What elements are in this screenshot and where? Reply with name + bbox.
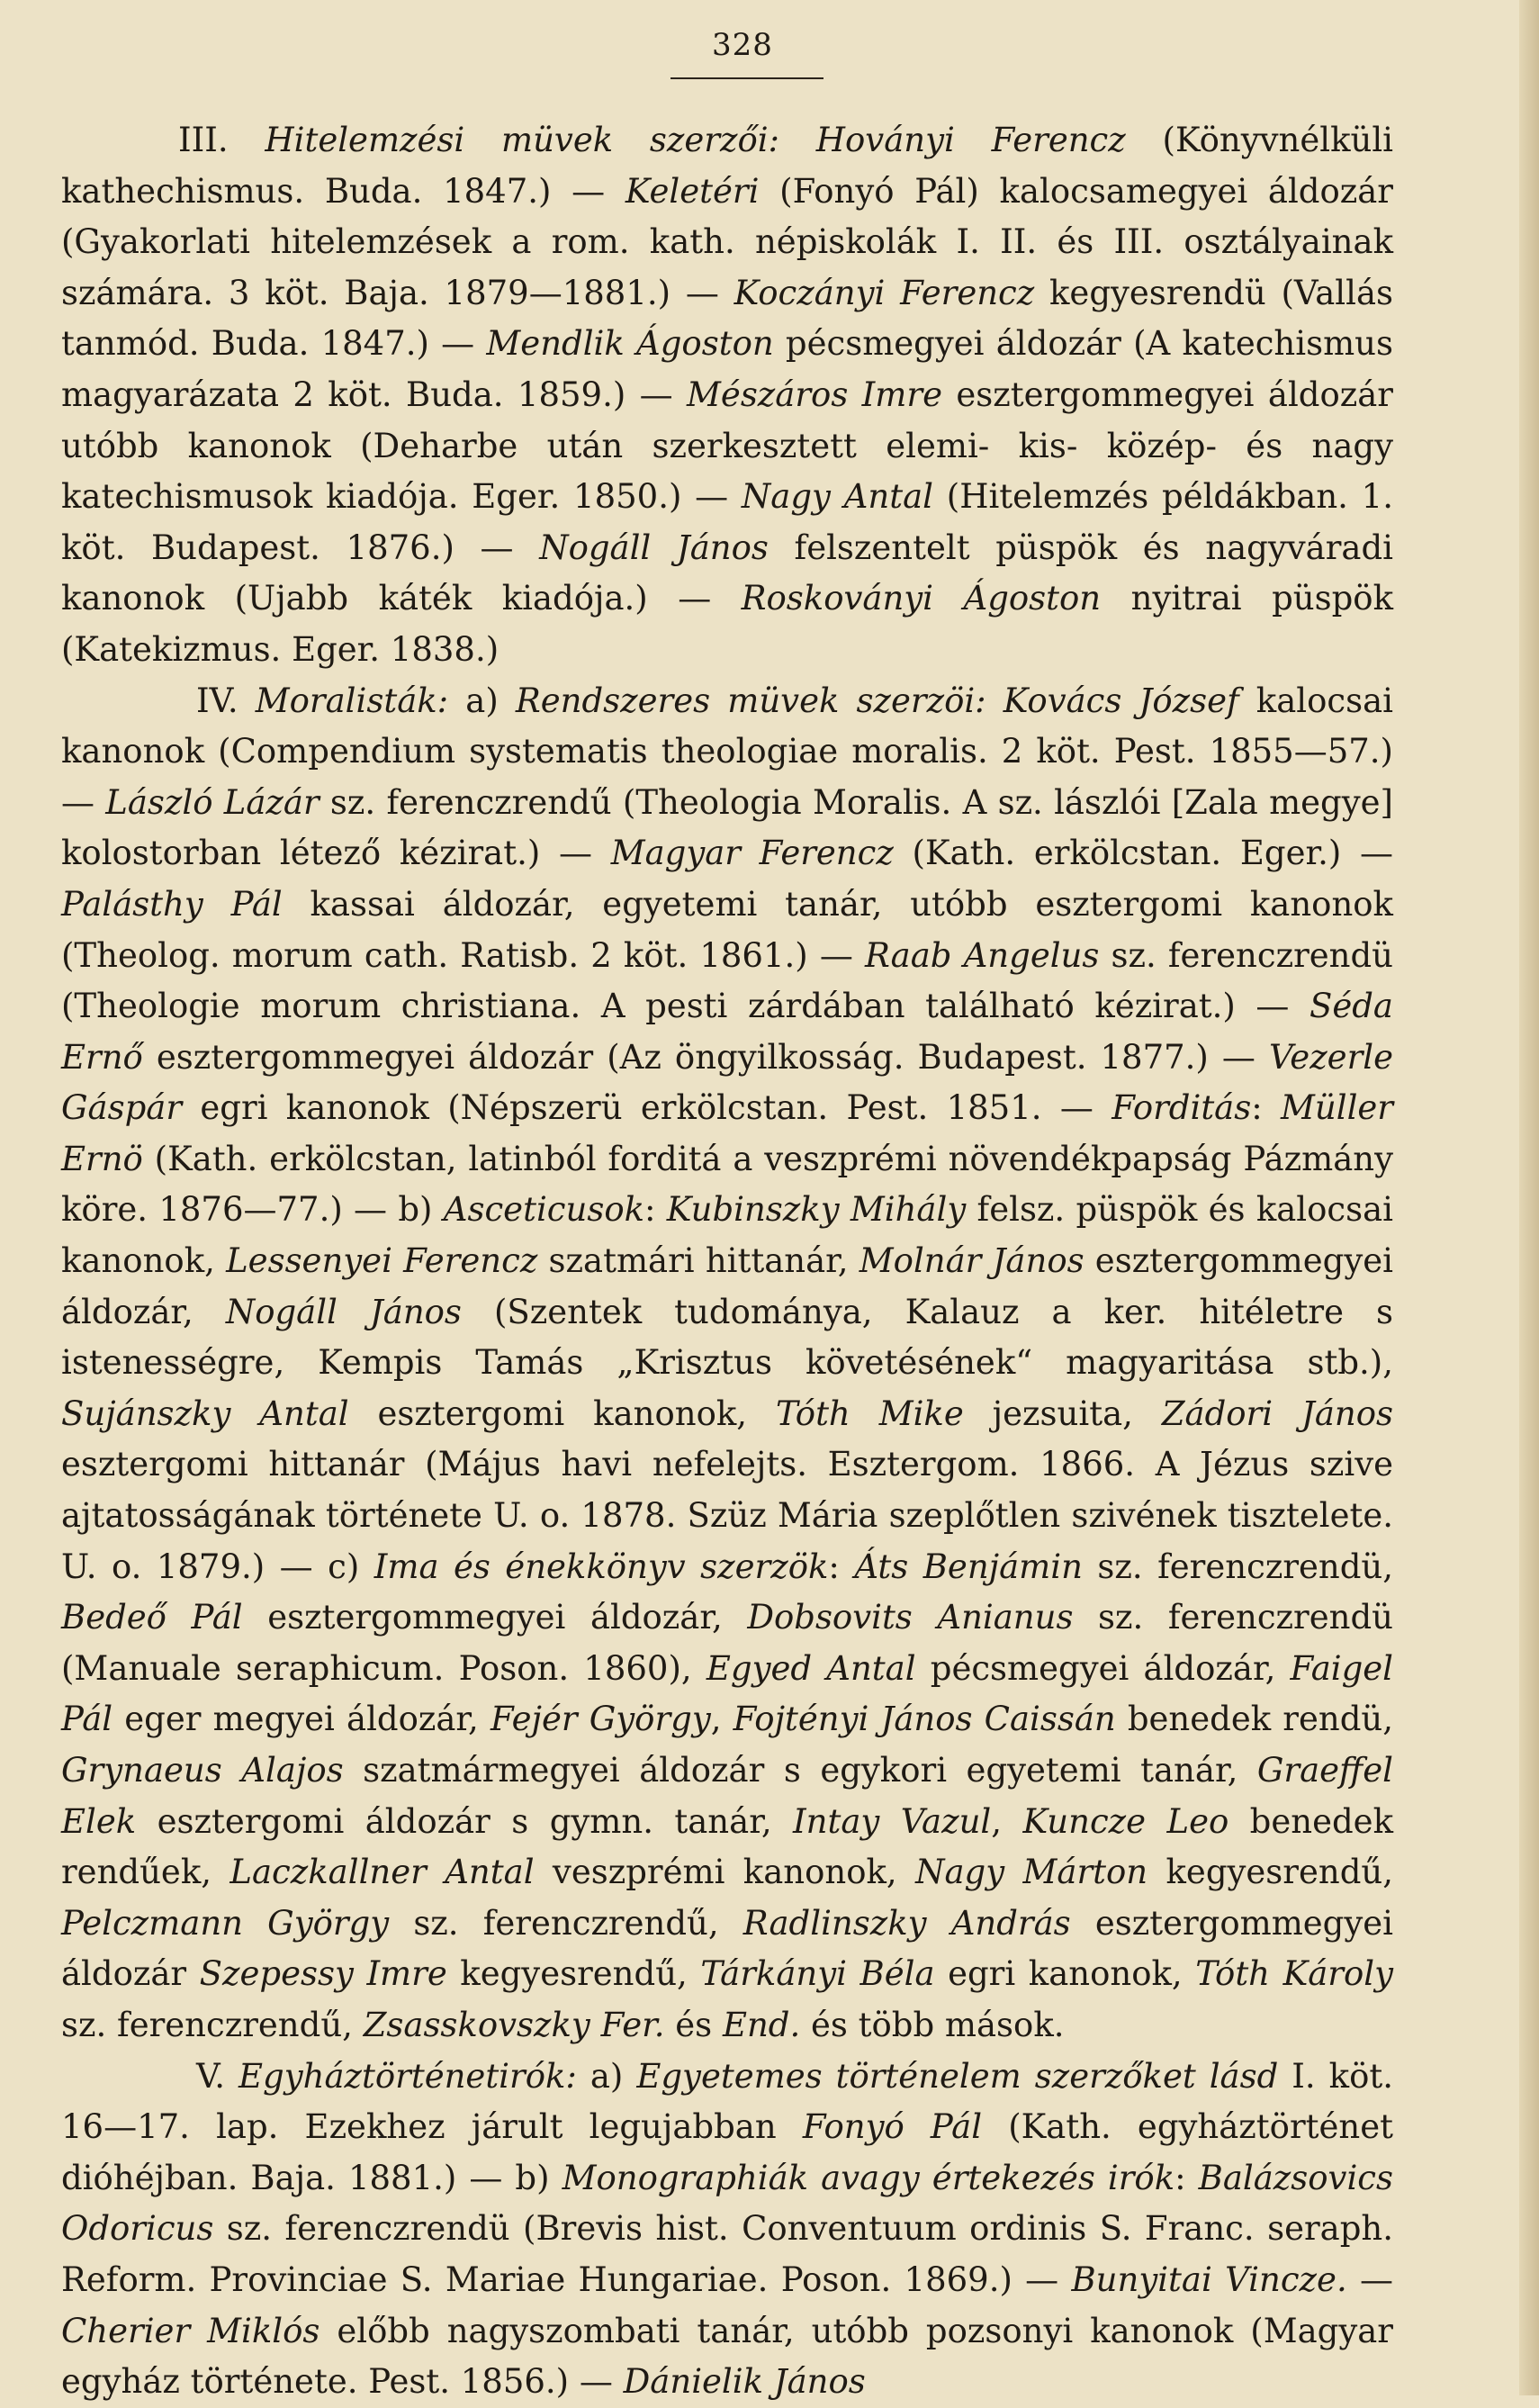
- italic-name: Ima és énekkönyv szerzök: [374, 1547, 829, 1586]
- text-run: és: [664, 2005, 723, 2044]
- text-run: benedek rendűek,: [61, 1801, 1393, 1892]
- italic-name: Palásthy Pál: [61, 884, 283, 924]
- italic-name: Müller Ernö: [61, 1088, 1393, 1178]
- italic-name: Tóth Károly: [1195, 1954, 1393, 1994]
- text-run: (Kath. erkölcstan, latinból forditá a veszprémi növendékpapság Pázmány köre. 1876—77.) — b): [61, 1139, 1393, 1230]
- text-run: I. köt. 16—17. lap. Ezekhez járult legujabban: [61, 2056, 1393, 2147]
- text-run: kegyesrendű,: [1148, 1853, 1393, 1892]
- text-run: III.: [178, 121, 266, 159]
- text-run: sz. ferenczrendü (Manuale seraphicum. Poson. 1860),: [61, 1598, 1393, 1688]
- page-number: 328: [712, 27, 773, 63]
- italic-name: Zsasskovszky Fer.: [363, 2005, 665, 2044]
- italic-name: Pelczmann György: [61, 1903, 390, 1943]
- text-run: ,: [710, 1700, 734, 1739]
- italic-name: Grynaeus Alajos: [61, 1751, 344, 1790]
- italic-name: Bunyitai Vincze.: [1071, 2259, 1347, 2299]
- italic-name: Áts Benjámin: [854, 1547, 1083, 1586]
- italic-name: Nogáll János: [539, 528, 769, 567]
- text-run: esztergomi áldozár s gymn. tanár,: [136, 1801, 794, 1841]
- italic-name: Rendszeres müvek szerzöi:: [515, 681, 986, 720]
- text-run: :: [1251, 1088, 1282, 1128]
- italic-name: Faigel Pál: [61, 1648, 1393, 1739]
- italic-name: Mendlik Ágoston: [486, 324, 774, 364]
- italic-name: Mészáros Imre: [687, 374, 942, 414]
- italic-name: Szepessy Imre: [199, 1954, 447, 1994]
- italic-name: Koczányi Ferencz: [734, 273, 1035, 312]
- italic-name: Tóth Mike: [775, 1393, 964, 1433]
- text-run: felsz. püspök és kalocsai kanonok,: [61, 1190, 1394, 1281]
- italic-name: Graeffel Elek: [61, 1751, 1394, 1841]
- text-run: [986, 681, 1004, 720]
- italic-name: Nagy Antal: [741, 477, 933, 517]
- italic-name: Bedeő Pál: [61, 1598, 243, 1637]
- italic-name: László Lázár: [105, 782, 320, 822]
- text-run: sz. ferenczrendü (Brevis hist. Conventuum ordinis S. Franc. seraph. Reform. Provinciae S. Mariae Hungariae. Poson. 1869.) —: [61, 2209, 1393, 2299]
- text-run: eger megyei áldozár,: [112, 1700, 490, 1739]
- italic-name: Lessenyei Ferencz: [226, 1241, 538, 1281]
- italic-name: Nagy Márton: [915, 1853, 1148, 1892]
- text-run: (Kath. egyháztörténet dióhéjban. Baja. 1881.) — b): [61, 2107, 1393, 2197]
- text-run: esztergommegyei áldozár (Az öngyilkosság. Budapest. 1877.) —: [142, 1037, 1269, 1077]
- text-run: :: [644, 1190, 667, 1230]
- italic-name: Kovács József: [1003, 681, 1239, 720]
- italic-name: Dobsovits Anianus: [747, 1598, 1074, 1637]
- italic-name: Séda Ernő: [61, 987, 1393, 1077]
- text-run: IV.: [196, 681, 256, 720]
- text-run: sz. ferenczrendü,: [1082, 1547, 1394, 1586]
- text-run: ,: [991, 1801, 1023, 1841]
- text-run: [779, 121, 816, 159]
- italic-name: Fojtényi János Caissán: [733, 1700, 1116, 1739]
- italic-name: Raab Angelus: [864, 935, 1100, 975]
- text-run: sz. ferenczrendű,: [389, 1903, 743, 1943]
- text-run: V.: [196, 2056, 239, 2096]
- text-run: esztergommegyei áldozár,: [61, 1241, 1393, 1331]
- text-run: veszprémi kanonok,: [534, 1853, 916, 1892]
- italic-name: Kubinszky Mihály: [666, 1190, 967, 1230]
- text-run: benedek rendü,: [1115, 1700, 1393, 1739]
- text-run: esztergomi kanonok,: [348, 1393, 776, 1433]
- italic-name: Magyar Ferencz: [610, 834, 894, 873]
- italic-name: Sujánszky Antal: [61, 1393, 349, 1433]
- text-run: sz. ferenczrendü (Theologie morum christiana. A pesti zárdában található kézirat.) —: [61, 935, 1394, 1026]
- italic-name: Dánielik János: [623, 2362, 866, 2402]
- text-run: szatmármegyei áldozár s egykori egyetemi tanár,: [343, 1751, 1257, 1790]
- text-run: sz. ferenczrendű,: [61, 2005, 364, 2044]
- text-run: —: [1346, 2259, 1394, 2299]
- italic-name: End.: [722, 2005, 801, 2044]
- italic-name: Fonyó Pál: [802, 2107, 983, 2147]
- italic-name: Tárkányi Béla: [700, 1954, 935, 1994]
- paragraph: [61, 676, 1393, 2052]
- italic-name: Laczkallner Antal: [230, 1853, 535, 1892]
- italic-name: Monographiák avagy értekezés irók: [562, 2158, 1175, 2197]
- paragraph: [61, 2052, 1393, 2408]
- text-run: felszentelt püspök és nagyváradi kanonok (Ujabb káték kiadója.) —: [61, 528, 1393, 618]
- italic-name: Roskoványi Ágoston: [741, 579, 1102, 618]
- italic-name: Egyetemes történelem szerzőket lásd: [636, 2056, 1279, 2096]
- text-run: esztergommegyei áldozár: [61, 1903, 1394, 1994]
- text-run: előbb nagyszombati tanár, utóbb pozsonyi kanonok (Magyar egyház története. Pest. 1856.) —: [61, 2311, 1393, 2402]
- italic-name: Radlinszky András: [742, 1903, 1071, 1943]
- text-run: :: [1174, 2158, 1199, 2197]
- text-run: a): [448, 681, 516, 720]
- italic-name: Keletéri: [625, 171, 760, 211]
- text-run: kalocsai kanonok (Compendium systematis theologiae moralis. 2 köt. Pest. 1855—57.) —: [61, 681, 1394, 822]
- text-run: (Kath. erkölcstan. Eger.) —: [893, 834, 1393, 873]
- text-run: esztergomi hittanár (Május havi nefelejts. Esztergom. 1866. A Jézus szive ajtatosságának története U. o. 1878. Szüz Mária szeplőtlen szivének tisztelete. U. o. 1879.) — c): [61, 1445, 1393, 1586]
- italic-name: Asceticusok: [443, 1190, 645, 1230]
- text-run: egri kanonok (Népszerü erkölcstan. Pest. 1851. —: [182, 1088, 1112, 1128]
- text-run: pécsmegyei áldozár,: [915, 1648, 1291, 1688]
- text-run: pécsmegyei áldozár (A katechismus magyarázata 2 köt. Buda. 1859.) —: [61, 324, 1393, 414]
- text-run: és több mások.: [800, 2005, 1065, 2044]
- text-run: kegyesrendü (Vallás tanmód. Buda. 1847.) —: [61, 273, 1393, 364]
- italic-name: Hitelemzési müvek szerzői:: [265, 121, 780, 159]
- paragraph: [61, 115, 1393, 676]
- page-number-rule: [670, 77, 824, 79]
- text-run: a): [576, 2056, 637, 2096]
- text-run: (Hitelemzés példákban. 1. köt. Budapest. 1876.) —: [61, 477, 1393, 567]
- text-run: esztergommegyei áldozár,: [242, 1598, 748, 1637]
- italic-name: Egyed Antal: [706, 1648, 916, 1688]
- text-run: :: [828, 1547, 855, 1586]
- text-run: kegyesrendű,: [446, 1954, 701, 1994]
- text-run: szatmári hittanár,: [537, 1241, 860, 1281]
- text-run: (Könyvnélküli kathechismus. Buda. 1847.) —: [61, 121, 1393, 211]
- italic-name: Molnár János: [859, 1241, 1084, 1281]
- text-run: kassai áldozár, egyetemi tanár, utóbb esztergomi kanonok (Theolog. morum cath. Ratisb. 2 köt. 1861.) —: [61, 884, 1393, 975]
- italic-name: Intay Vazul: [793, 1801, 992, 1841]
- text-run: esztergommegyei áldozár utóbb kanonok (Deharbe után szerkesztett elemi- kis- közép- és nagy katechismusok kiadója. Eger. 1850.) —: [61, 374, 1393, 517]
- italic-name: Zádori János: [1161, 1393, 1393, 1433]
- italic-name: Vezerle Gáspár: [61, 1037, 1393, 1128]
- text-run: sz. ferenczrendű (Theologia Moralis. A sz. lászlói [Zala megye] kolostorban létező kézirat.) —: [61, 782, 1393, 873]
- italic-name: Egyháztörténetirók:: [238, 2056, 577, 2096]
- page-edge: [1519, 0, 1539, 2395]
- italic-name: Hoványi Ferencz: [815, 121, 1126, 159]
- italic-name: Nogáll János: [225, 1292, 462, 1331]
- text-run: egri kanonok,: [934, 1954, 1196, 1994]
- italic-name: Moralisták:: [255, 681, 449, 720]
- body-text: [61, 115, 1393, 2408]
- italic-name: Forditás: [1112, 1088, 1252, 1128]
- italic-name: Kuncze Leo: [1022, 1801, 1229, 1841]
- text-run: (Szentek tudománya, Kalauz a ker. hitéletre s istenességre, Kempis Tamás „Krisztus követésének“ magyaritása stb.),: [61, 1292, 1393, 1383]
- italic-name: Cherier Miklós: [61, 2311, 320, 2350]
- text-run: nyitrai püspök (Katekizmus. Eger. 1838.): [61, 579, 1393, 669]
- text-run: (Fonyó Pál) kalocsamegyei áldozár (Gyakorlati hitelemzések a rom. kath. népiskolák I. II. és III. osztályainak számára. 3 köt. Baja. 1879—1881.) —: [61, 171, 1393, 312]
- text-run: jezsuita,: [963, 1393, 1162, 1433]
- italic-name: Balázsovics Odoricus: [61, 2158, 1393, 2249]
- italic-name: Fejér György: [490, 1700, 711, 1739]
